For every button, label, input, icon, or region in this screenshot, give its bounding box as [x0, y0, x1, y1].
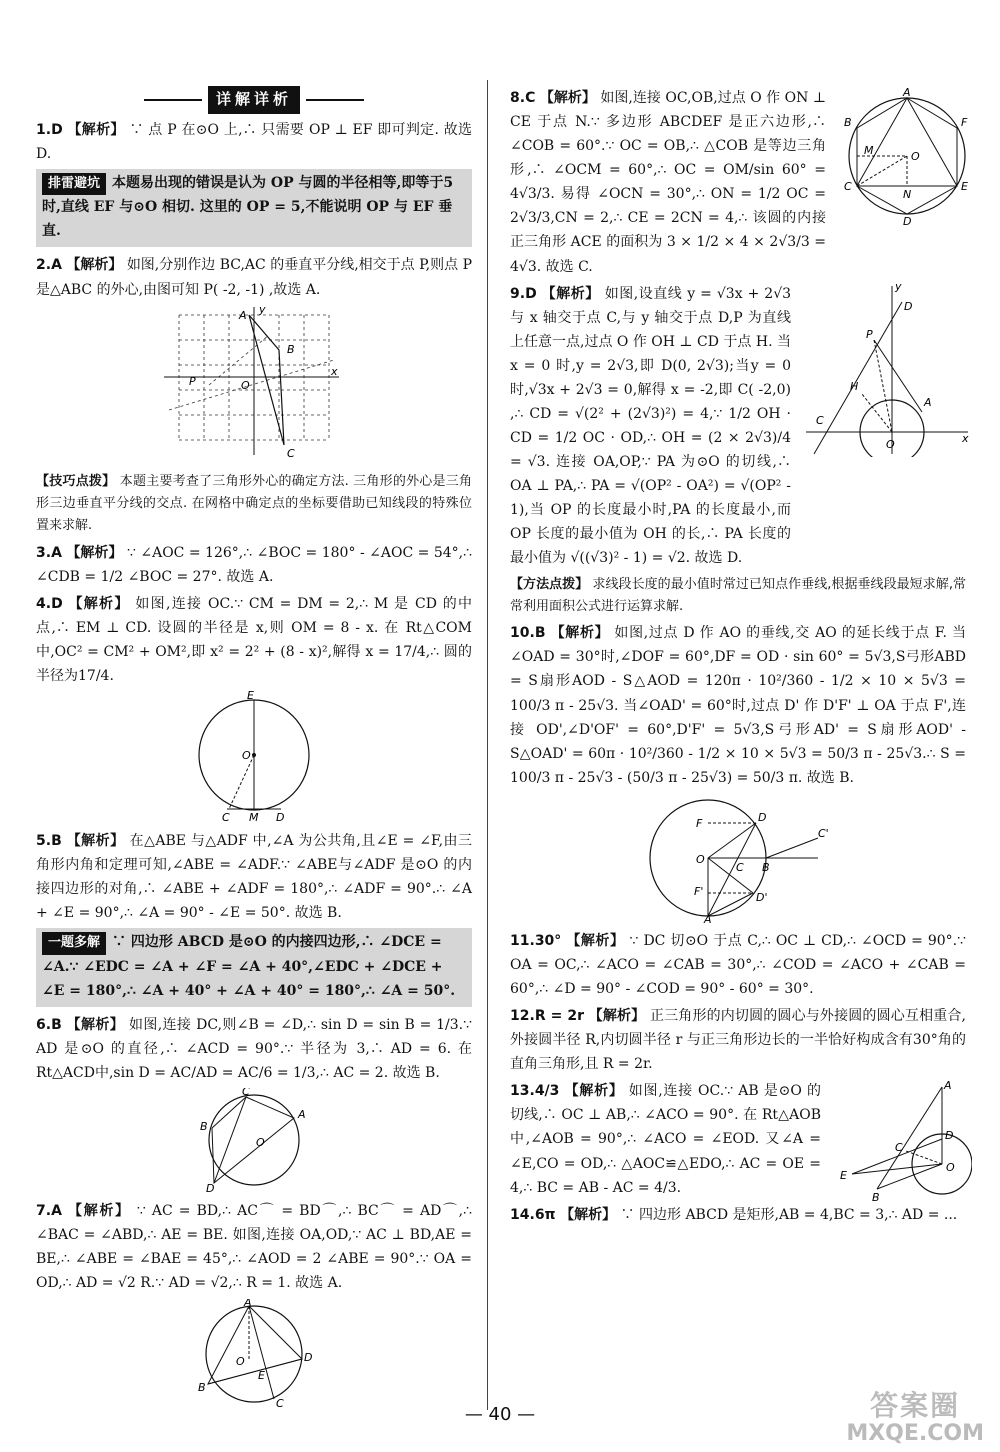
q1 — [36, 118, 472, 166]
svg-text:A: A — [924, 395, 932, 409]
q1-text: ∵ 点 P 在⊙O 上,∴ 只需要 OP ⊥ EF 即可判定. 故选 D. — [36, 121, 473, 162]
q2-tip — [36, 471, 472, 538]
svg-text:C: C — [736, 860, 744, 874]
q7-answer: A — [51, 1203, 62, 1220]
svg-text:C': C' — [818, 826, 829, 840]
svg-text:P: P — [189, 374, 196, 388]
q12-number: 12. — [510, 1008, 535, 1025]
svg-text:O: O — [911, 150, 920, 163]
q11-answer: 30° — [534, 932, 562, 949]
svg-text:A: A — [239, 308, 247, 322]
q6-number: 6. — [36, 1017, 52, 1033]
svg-text:N: N — [903, 188, 912, 201]
q4-number: 4. — [36, 595, 52, 612]
q10-circle-figure — [638, 793, 838, 923]
svg-text:B: B — [872, 1191, 880, 1205]
q6-tag: 【解析】 — [66, 1017, 125, 1033]
q9-tip — [510, 574, 966, 619]
q12-tag: 【解析】 — [588, 1008, 646, 1025]
q3 — [36, 541, 472, 589]
q1-answer: D — [51, 121, 63, 138]
svg-text:B: B — [200, 1120, 208, 1134]
q2-tip-label: 【技巧点拨】 — [36, 473, 116, 489]
svg-text:F: F — [696, 816, 703, 830]
q7-number: 7. — [36, 1203, 52, 1220]
svg-text:O: O — [242, 749, 251, 763]
q14 — [510, 1203, 966, 1227]
q9-tip-text: 求线段长度的最小值时常过已知点作垂线,根据垂线段最短求解,常常利用面积公式进行运算求解. — [510, 576, 966, 614]
q1-number: 1. — [36, 121, 52, 138]
svg-text:C: C — [222, 811, 230, 824]
q7-circle-figure — [194, 1299, 314, 1409]
q8-hexagon-figure — [842, 86, 972, 226]
section-header — [36, 86, 472, 114]
svg-text:B: B — [198, 1380, 206, 1394]
q13-answer: 4/3 — [534, 1083, 560, 1100]
q2-grid-figure — [159, 305, 349, 465]
svg-text:M: M — [249, 811, 259, 824]
svg-text:B: B — [287, 342, 295, 356]
q10 — [510, 621, 966, 790]
svg-text:D: D — [904, 299, 913, 313]
svg-text:x: x — [962, 431, 969, 445]
column-divider — [487, 80, 488, 1410]
q8-text: 如图,连接 OC,OB,过点 O 作 ON ⊥ CE 于点 N.∵ 多边形 ABCDEF 是正六边形,∴ ∠COB = 60°.∵ OC = OB,∴ △COB 是等边三角形,∴ ∠OCM = 60°,∴ OC = OM/sin 60° = 4√3/3. 易得 ∠OCN = 30°,∴ ON = 1/2 OC = 2√3/3,CN = 2,∴ CE = 2CN = 4,∴ 该圆的内接正三角形 ACE 的面积为 3 × 1/2 × 4 × 2√3/3 = 4√3. 故选 C. — [510, 90, 826, 275]
q5-number: 5. — [36, 833, 52, 850]
q7 — [36, 1199, 472, 1295]
multi-solution-box — [36, 928, 472, 1007]
q12 — [510, 1004, 966, 1076]
svg-text:C: C — [895, 1141, 903, 1155]
svg-text:E: E — [840, 1169, 847, 1183]
svg-text:y: y — [259, 304, 266, 316]
svg-text:C: C — [276, 1396, 284, 1409]
q2-tip-text: 本题主要考查了三角形外心的确定方法. 三角形的外心是三角形三边垂直平分线的交点. 在网格中确定点的坐标要借助已知线段的特殊位置来求解. — [36, 473, 473, 534]
q14-text: ∵ 四边形 ABCD 是矩形,AB = 4,BC = 3,∴ AD = ... — [620, 1206, 958, 1223]
q10-number: 10. — [510, 625, 535, 642]
svg-text:x: x — [331, 364, 338, 378]
left-column — [36, 86, 472, 1415]
svg-text:E: E — [258, 1368, 265, 1382]
q10-text: 如图,过点 D 作 AO 的垂线,交 AO 的延长线于点 F. 当∠OAD = 30°时,∠DOF = 60°,DF = OD · sin 60° = 5√3,S弓形ABD = S扇形AOD - S△AOD = 120π · 10²/360 - 1/2 × 10 × 5√3 = 100/3 π - 25√3. 当∠OAD' = 60°时,过点 D' 作 D'F' ⊥ OA 于点 F',连接 OD',∠D'OF' = 60°,D'F' = 5√3,S弓形AD' = S扇形AOD' - S△OAD' = 60π · 10²/360 - 1/2 × 10 × 5√3 = 50/3 π - 25√3.∴ S = 100/3 π - 25√3 - (50/3 π - 25√3) = 50/3 π. 故选 B. — [510, 625, 967, 786]
section-title: 详解详析 — [208, 86, 300, 114]
pitfall-label: 排雷避坑 — [42, 173, 106, 195]
q4-tag: 【解析】 — [68, 595, 130, 612]
svg-text:A: A — [903, 86, 911, 99]
q5-text: 在△ABE 与△ADF 中,∠A 为公共角,且∠E = ∠F,由三角形内角和定理可知,∠ABE = ∠ADF.∵ ∠ABE与∠ADF 是⊙O 的内接四边形的对角,∴ ∠ABE + ∠ADF = 180°,∴ ∠ADF = 90°.∴ ∠A + ∠E = 90°,∴ ∠A = 90° - ∠E = 50°. 故选 B. — [36, 833, 473, 922]
q6-circle-figure — [194, 1088, 314, 1193]
svg-text:D: D — [758, 810, 767, 824]
q9-answer: D — [525, 285, 537, 302]
q3-text: ∵ ∠AOC = 126°,∴ ∠BOC = 180° - ∠AOC = 54°,∴ ∠CDB = 1/2 ∠BOC = 27°. 故选 A. — [36, 544, 473, 585]
q10-answer: B — [534, 625, 546, 642]
q2-answer: A — [51, 257, 62, 274]
q8-tag: 【解析】 — [539, 90, 596, 106]
right-column — [510, 86, 969, 1230]
q9-tag: 【解析】 — [541, 285, 600, 302]
svg-text:D: D — [945, 1129, 954, 1143]
q12-text: 正三角形的内切圆的圆心与外接圆的圆心互相重合,外接圆半径 R,内切圆半径 r 与正三角形边长的一半恰好构成含有30°角的直角三角形,且 R = 2r. — [510, 1008, 967, 1073]
watermark-logo — [846, 1391, 984, 1446]
q11-number: 11. — [510, 932, 535, 949]
pitfall-box — [36, 169, 472, 248]
svg-text:O: O — [236, 1354, 245, 1368]
q13-tag: 【解析】 — [564, 1083, 624, 1100]
svg-text:F': F' — [694, 884, 704, 898]
q11 — [510, 929, 966, 1001]
svg-text:D: D — [304, 1350, 313, 1364]
q10-tag: 【解析】 — [550, 625, 610, 642]
q14-answer: 6π — [534, 1206, 556, 1223]
q4-answer: D — [51, 595, 63, 612]
header-rule-right — [306, 99, 364, 101]
svg-text:C: C — [242, 1088, 250, 1099]
watermark-line2: MXQE.COM — [846, 1420, 984, 1446]
q12-answer: R = 2r — [534, 1008, 585, 1025]
svg-text:A: A — [704, 912, 712, 923]
q7-text: ∵ AC = BD,∴ AC⌒ = BD⌒,∴ BC⌒ = AD⌒,∴ ∠BAC = ∠ABD,∴ AE = BE. 如图,连接 OA,OD,∵ AC ⊥ BD,AE = BE,∴ ∠ABE = ∠BAE = 45°,∴ ∠AOD = 2 ∠ABE = 90°.∵ OA = OD,∴ AD = √2 R.∵ AD = √2,∴ R = 1. 故选 A. — [36, 1203, 473, 1292]
svg-text:P: P — [866, 327, 873, 341]
q8-block — [510, 86, 966, 279]
svg-text:O: O — [696, 852, 705, 866]
q6-answer: B — [51, 1017, 62, 1033]
q4-text: 如图,连接 OC.∵ CM = DM = 2,∴ M 是 CD 的中点,∴ EM ⊥ CD. 设圆的半径是 x,则 OM = 8 - x. 在 Rt△COM 中,OC² = CM² + OM²,即 x² = 2² + (8 - x)²,解得 x = 17/4,∴ 圆的半径为17/4. — [36, 595, 473, 685]
svg-text:D': D' — [756, 890, 768, 904]
q7-tag: 【解析】 — [68, 1203, 131, 1220]
q2-tag: 【解析】 — [66, 257, 123, 274]
pitfall-text: 本题易出现的错误是认为 OP 与圆的半径相等,即等于5时,直线 EF 与⊙O 相切. 这里的 OP = 5,不能说明 OP 与 EF 垂直. — [42, 174, 454, 240]
svg-text:O: O — [946, 1161, 955, 1175]
svg-text:D: D — [903, 215, 912, 226]
svg-text:D: D — [206, 1182, 215, 1194]
svg-text:y: y — [895, 281, 902, 293]
q3-answer: A — [51, 544, 62, 561]
q9-tip-label: 【方法点拨】 — [510, 576, 589, 592]
svg-text:C: C — [844, 180, 852, 193]
q13-block — [510, 1079, 966, 1205]
svg-text:C: C — [816, 413, 824, 427]
q9-line-circle-figure — [802, 282, 972, 457]
multi-solution-label: 一题多解 — [42, 932, 106, 954]
multi-solution-text: ∵ 四边形 ABCD 是⊙O 的内接四边形,∴ ∠DCE = ∠A.∵ ∠EDC = ∠A + ∠F = ∠A + 40°,∠EDC + ∠DCE + ∠E = 180°,∴ ∠A + 40° + ∠A + 40° = 180°,∴ ∠A = 50°. — [42, 934, 456, 999]
q13-text: 如图,连接 OC.∵ AB 是⊙O 的切线,∴ OC ⊥ AB,∴ ∠ACO = 90°. 在 Rt△AOB 中,∠AOB = 90°,∴ ∠ACO = ∠EOD. 又∠A = ∠E,CO = OD,∴ △AOC≌△EDO,∴ AC = OE = 4,∴ BC = AB - AC = 4/3. — [510, 1083, 822, 1196]
q14-number: 14. — [510, 1206, 535, 1223]
q13-tangent-figure — [832, 1079, 972, 1204]
q5-tag: 【解析】 — [66, 833, 125, 850]
q5 — [36, 829, 472, 925]
svg-text:O: O — [256, 1136, 265, 1150]
q4 — [36, 592, 472, 688]
q4-circle-figure — [189, 691, 319, 823]
q2-number: 2. — [36, 257, 52, 274]
q9-number: 9. — [510, 285, 526, 302]
svg-text:A: A — [244, 1298, 252, 1309]
q2 — [36, 253, 472, 301]
q9-block — [510, 281, 969, 571]
svg-text:A: A — [298, 1108, 306, 1122]
q11-tag: 【解析】 — [566, 932, 625, 949]
q6 — [36, 1013, 472, 1085]
svg-text:F: F — [961, 116, 968, 129]
svg-text:M: M — [864, 144, 874, 157]
q3-number: 3. — [36, 544, 52, 561]
svg-text:O: O — [886, 437, 895, 451]
q2-text: 如图,分别作边 BC,AC 的垂直平分线,相交于点 P,则点 P 是△ABC 的外心,由图可知 P( -2, -1) ,故选 A. — [36, 257, 472, 298]
svg-text:H: H — [850, 379, 859, 393]
watermark-line1: 答案圈 — [870, 1389, 961, 1423]
svg-text:D: D — [276, 811, 285, 824]
svg-text:E: E — [247, 691, 254, 703]
q3-tag: 【解析】 — [66, 544, 123, 561]
q5-answer: B — [51, 833, 62, 850]
svg-text:A: A — [944, 1079, 952, 1093]
page-number: — 40 — — [464, 1404, 536, 1425]
q13-number: 13. — [510, 1083, 535, 1100]
q6-text: 如图,连接 DC,则∠B = ∠D,∴ sin D = sin B = 1/3.∵ AD 是⊙O 的直径,∴ ∠ACD = 90°.∵ 半径为 3,∴ AD = 6. 在 Rt△ACD中,sin D = AC/AD = AC/6 = 1/3,∴ AC = 2. 故选 B. — [36, 1017, 473, 1082]
q8-number: 8. — [510, 90, 526, 106]
svg-text:E: E — [961, 180, 968, 193]
svg-text:C: C — [287, 446, 295, 460]
svg-text:B: B — [762, 860, 770, 874]
q11-text: ∵ DC 切⊙O 于点 C,∴ OC ⊥ CD,∴ ∠OCD = 90°.∵ OA = OC,∴ ∠ACO = ∠CAB = 30°,∴ ∠COD = ∠ACO + ∠CAB = 60°,∴ ∠D = 90° - ∠COD = 90° - 60° = 30°. — [510, 932, 967, 997]
svg-text:B: B — [844, 116, 852, 129]
q1-tag: 【解析】 — [67, 121, 125, 138]
q9-text: 如图,设直线 y = √3x + 2√3与 x 轴交于点 C,与 y 轴交于点 D,P 为直线上任意一点,过点 O 作 OH ⊥ CD 于点 H. 当 x = 0 时,y = 2√3,即 D(0, 2√3);当y = 0时,√3x + 2√3 = 0,解得 x = -2,即 C( -2,0) ,∴ CD = √(2² + (2√3)²) = 4,∵ 1/2 OH · CD = 1/2 OC · OD,∴ OH = (2 × 2√3)/4 = √3. 连接 OA,OP,∵ PA 为⊙O 的切线,∴ OA ⊥ PA,∴ PA = √(OP² - OA²) = √(OP² - 1),当 OP 的长度最小时,PA 的长度最小,而 OP 长度的最小值为 OH 的长,∴ PA 长度的最小值为 √((√3)² - 1) = √2. 故选 D. — [510, 285, 792, 567]
q14-tag: 【解析】 — [560, 1206, 617, 1223]
header-rule-left — [144, 99, 202, 101]
q8-answer: C — [525, 90, 536, 106]
svg-text:O: O — [241, 378, 250, 392]
